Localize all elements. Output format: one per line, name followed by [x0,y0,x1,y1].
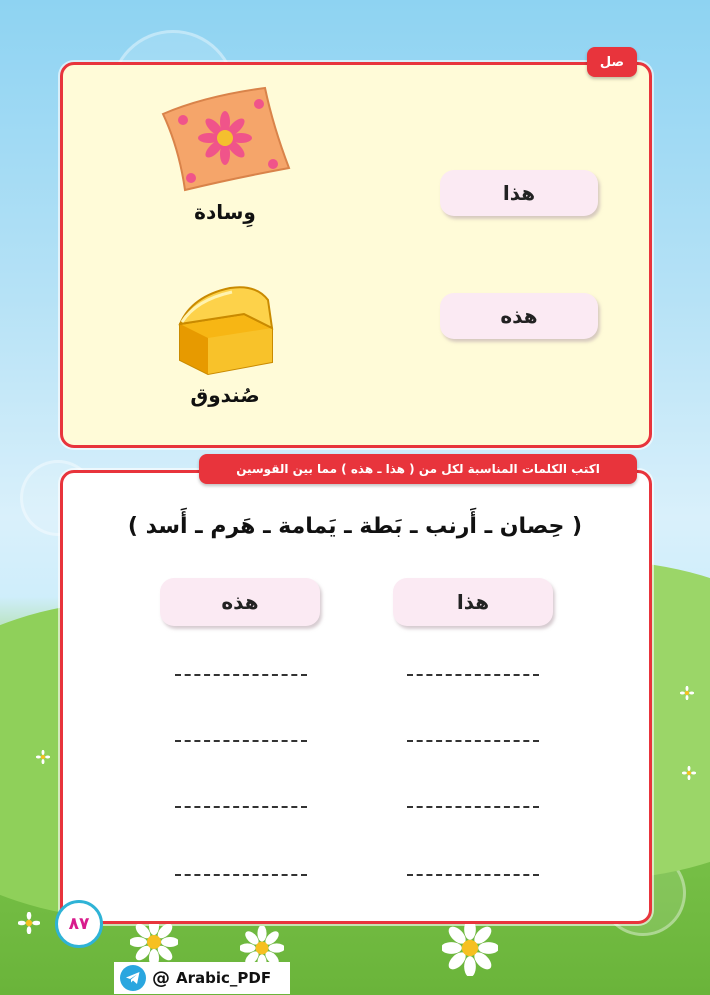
answer-line[interactable] [175,806,307,808]
answer-line[interactable] [407,874,539,876]
answer-line[interactable] [175,874,307,876]
daisy-icon [680,686,694,700]
daisy-icon [682,766,696,780]
pillow-image [155,86,295,196]
daisy-icon [442,920,498,976]
exercise-tag-connect: صل [587,47,637,77]
matching-exercise-panel [60,62,652,448]
daisy-icon [18,912,40,934]
answer-line[interactable] [175,740,307,742]
page-number-badge: ٨٧ [55,900,103,948]
column-header-hatha: هذا [393,578,553,626]
chest-image [172,276,280,376]
label-box: صُندوق [190,383,260,407]
daisy-icon [130,918,178,966]
answer-line[interactable] [407,806,539,808]
answer-line[interactable] [407,674,539,676]
pill-hatha[interactable]: هذا [440,170,598,216]
answer-line[interactable] [407,740,539,742]
at-sign: @ [152,967,170,989]
label-pillow: وِسادة [194,200,256,224]
answer-line[interactable] [175,674,307,676]
word-bank: ( حِصان ـ أَرنب ـ بَطة ـ يَمامة ـ هَرم ـ أَسد ) [127,514,583,539]
exercise-instruction: اكتب الكلمات المناسبة لكل من ( هذا ـ هذه ) مما بين القوسين [199,454,637,484]
watermark [114,962,290,994]
pill-hathihi[interactable]: هذه [440,293,598,339]
telegram-icon [120,965,146,991]
daisy-icon [36,750,50,764]
column-header-hathihi: هذه [160,578,320,626]
watermark-text: Arabic_PDF [176,969,272,987]
